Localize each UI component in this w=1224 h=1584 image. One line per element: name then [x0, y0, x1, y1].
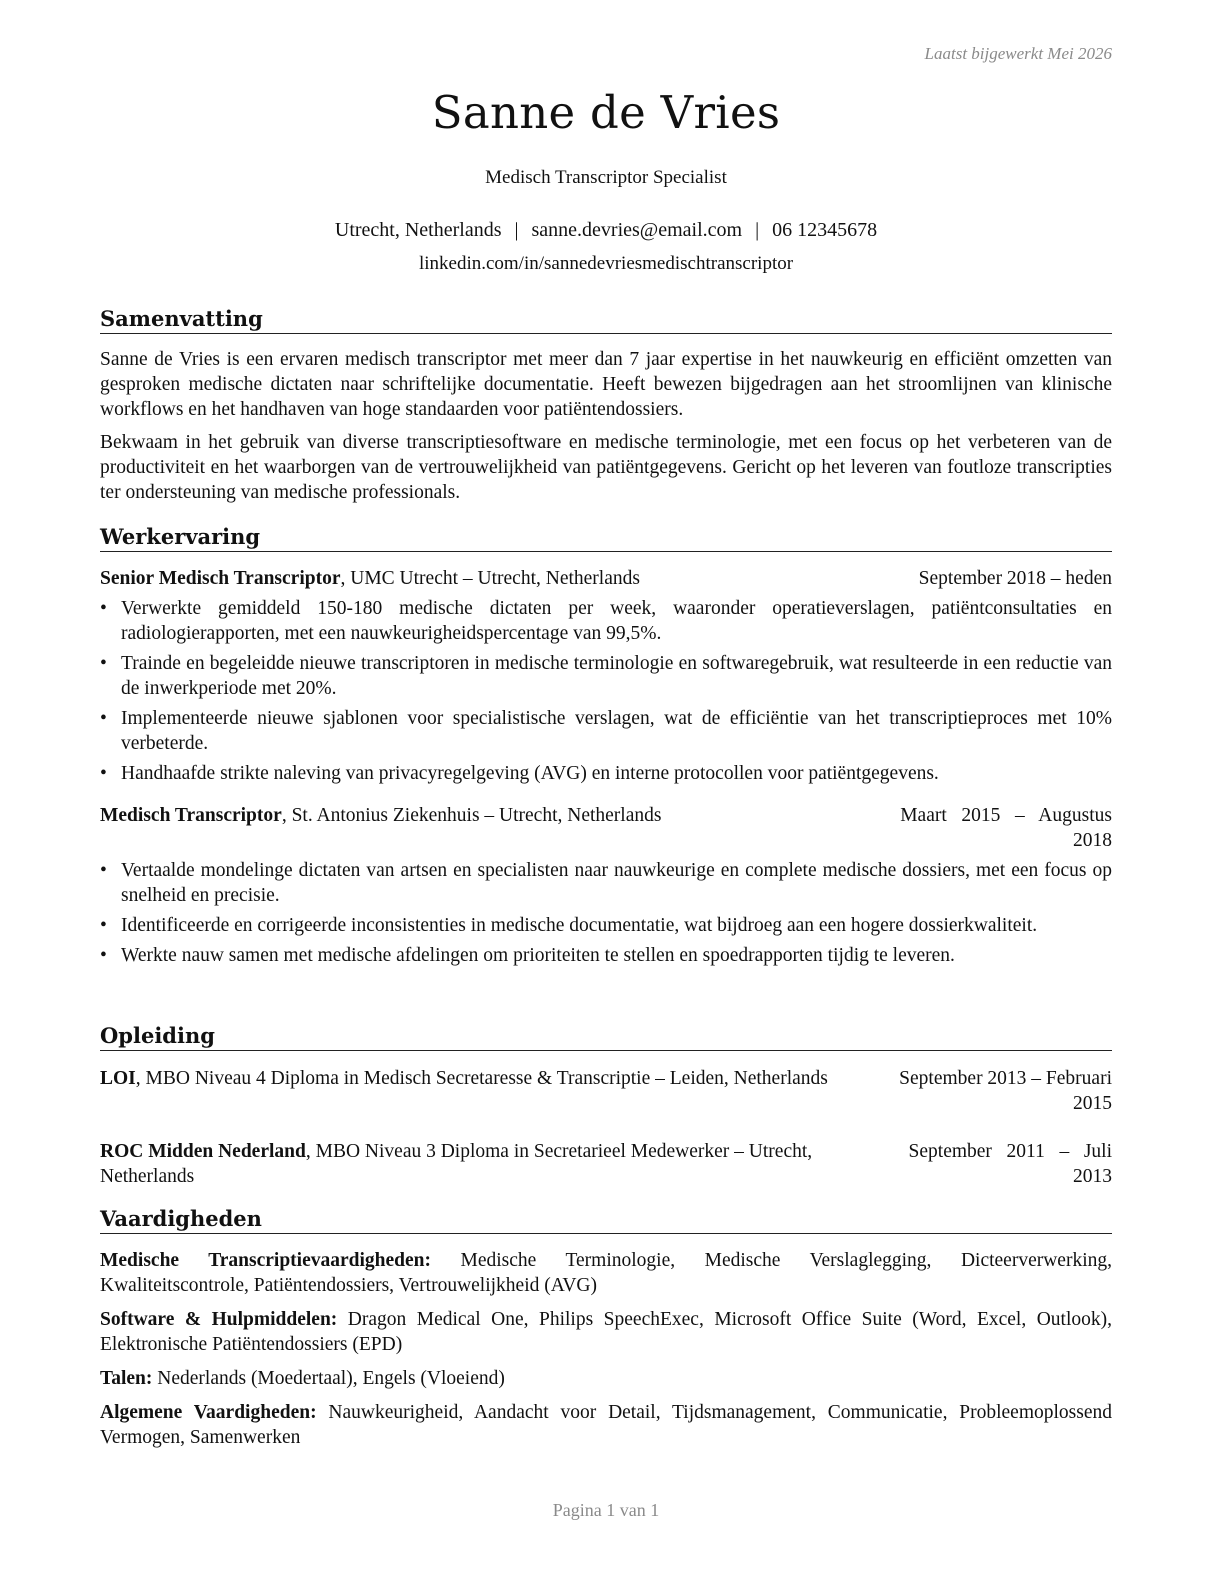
bullet-text: Trainde en begeleidde nieuwe transcriptoren in medische terminologie en softwaregebruik, wat resulteerde in een reductie van de inwerkperiode met 20%. — [121, 653, 1112, 699]
bullet-glyph: • — [100, 598, 107, 619]
education-dates-line: September 2011 – Juli — [908, 1141, 1112, 1162]
skill-label: Software & Hulpmiddelen: — [100, 1309, 338, 1330]
list-item — [100, 596, 1112, 646]
education-dates — [899, 1066, 1112, 1116]
job-org: , UMC Utrecht – Utrecht, Netherlands — [340, 568, 640, 589]
contact-phone: 06 12345678 — [772, 219, 878, 241]
bullet-glyph: • — [100, 945, 107, 966]
bullet-text: Vertaalde mondelinge dictaten van artsen en specialisten naar nauwkeurige en complete medische dossiers, met een focus op snelheid en precisie. — [121, 860, 1112, 906]
education-item — [100, 1139, 1112, 1189]
experience-section — [100, 524, 1112, 973]
education-dates-line: 2015 — [1073, 1093, 1112, 1114]
school-name: ROC Midden Nederland — [100, 1141, 306, 1162]
skill-text: Medische Terminologie, Medische Verslaglegging, Dicteerverwerking, Kwaliteitscontrole, Patiëntendossiers, Vertrouwelijkheid (AVG) — [100, 1250, 1112, 1296]
education-detail: Netherlands — [100, 1166, 195, 1187]
section-title: Werkervaring — [100, 524, 1112, 552]
job-dates: September 2018 – heden — [918, 568, 1112, 589]
skill-text: Nederlands (Moedertaal), Engels (Vloeiend) — [152, 1368, 505, 1389]
job-bullets — [100, 596, 1112, 786]
skill-label: Talen: — [100, 1368, 153, 1389]
list-item — [100, 913, 1112, 938]
bullet-text: Werkte nauw samen met medische afdelingen om prioriteiten te stellen en spoedrapporten tijdig te leveren. — [121, 945, 955, 966]
contact-line — [100, 219, 1112, 242]
list-item — [100, 858, 1112, 908]
education-dates-line: 2013 — [1073, 1166, 1112, 1187]
education-detail: , MBO Niveau 4 Diploma in Medisch Secretaresse & Transcriptie – Leiden, Netherlands — [135, 1068, 828, 1089]
school-name: LOI — [100, 1068, 136, 1089]
skills-section — [100, 1206, 1112, 1459]
summary-section — [100, 306, 1112, 505]
section-title: Vaardigheden — [100, 1206, 1112, 1234]
list-item — [100, 943, 1112, 968]
job-role: Medisch Transcriptor — [100, 805, 282, 826]
job-header — [100, 803, 1112, 853]
job-role: Senior Medisch Transcriptor — [100, 568, 341, 589]
last-updated-note: Laatst bijgewerkt Mei 2026 — [924, 44, 1112, 63]
linkedin-link[interactable]: linkedin.com/in/sannedevriesmedischtranscriptor — [418, 253, 794, 274]
job-dates-line: 2018 — [1073, 830, 1112, 851]
summary-paragraph: Sanne de Vries is een ervaren medisch transcriptor met meer dan 7 jaar expertise in het nauwkeurig en efficiënt omzetten van gesproken medische dictaten naar schriftelijke documentatie. Heeft bewezen bijgedragen aan het stroomlijnen van klinische workflows en het handhaven van hoge standaarden voor patiëntendossiers. — [100, 349, 1112, 420]
list-item — [100, 651, 1112, 701]
bullet-glyph: • — [100, 915, 107, 936]
candidate-title: Medisch Transcriptor Specialist — [485, 167, 727, 188]
contact-separator: | — [514, 219, 519, 241]
job-dates — [900, 803, 1112, 853]
education-section — [100, 1023, 1112, 1189]
education-detail: , MBO Niveau 3 Diploma in Secretarieel Medewerker – Utrecht, — [305, 1141, 813, 1162]
skill-line — [100, 1400, 1112, 1450]
skill-line — [100, 1248, 1112, 1298]
contact-email[interactable]: sanne.devries@email.com — [531, 219, 743, 241]
skill-label: Algemene Vaardigheden: — [100, 1402, 317, 1423]
skill-text: Nauwkeurigheid, Aandacht voor Detail, Tijdsmanagement, Communicatie, Probleemoplossend Vermogen, Samenwerken — [100, 1402, 1113, 1448]
job-org: , St. Antonius Ziekenhuis – Utrecht, Netherlands — [281, 805, 662, 826]
bullet-glyph: • — [100, 708, 107, 729]
section-title: Opleiding — [100, 1023, 1112, 1051]
page-number: Pagina 1 van 1 — [552, 1500, 660, 1520]
bullet-text: Verwerkte gemiddeld 150-180 medische dictaten per week, waaronder operatieverslagen, patiëntconsultaties en radiologierapporten, met een nauwkeurigheidspercentage van 99,5%. — [121, 598, 1112, 644]
contact-location: Utrecht, Netherlands — [334, 219, 502, 241]
education-item — [100, 1066, 1112, 1116]
list-item — [100, 706, 1112, 756]
education-dates-line: September 2013 – Februari — [899, 1068, 1112, 1089]
skill-text: Dragon Medical One, Philips SpeechExec, Microsoft Office Suite (Word, Excel, Outlook), Elektronische Patiëntendossiers (EPD) — [100, 1309, 1112, 1355]
candidate-name: Sanne de Vries — [431, 86, 781, 139]
job-bullets — [100, 858, 1112, 968]
list-item — [100, 761, 1112, 786]
bullet-glyph: • — [100, 763, 107, 784]
bullet-glyph: • — [100, 653, 107, 674]
skill-label: Medische Transcriptievaardigheden: — [100, 1250, 432, 1271]
bullet-text: Implementeerde nieuwe sjablonen voor specialistische verslagen, wat de efficiëntie van het transcriptieproces met 10% verbeterde. — [121, 708, 1112, 754]
resume-page — [100, 0, 1112, 1584]
job-header — [100, 566, 1112, 591]
bullet-text: Identificeerde en corrigeerde inconsistenties in medische documentatie, wat bijdroeg aan een hogere dossierkwaliteit. — [121, 915, 1038, 936]
section-title: Samenvatting — [100, 306, 1112, 334]
education-dates — [909, 1139, 1112, 1189]
skill-line — [100, 1307, 1112, 1357]
bullet-text: Handhaafde strikte naleving van privacyregelgeving (AVG) en interne protocollen voor patiëntgegevens. — [121, 763, 939, 784]
bullet-glyph: • — [100, 860, 107, 881]
job-dates-line: Maart 2015 – Augustus — [900, 805, 1112, 826]
contact-separator: | — [755, 219, 760, 241]
skill-line — [100, 1366, 1112, 1391]
summary-paragraph: Bekwaam in het gebruik van diverse transcriptiesoftware en medische terminologie, met een focus op het verbeteren van de productiviteit en het waarborgen van de vertrouwelijkheid van patiëntgegevens. Gericht op het leveren van foutloze transcripties ter ondersteuning van medische professionals. — [100, 432, 1112, 503]
